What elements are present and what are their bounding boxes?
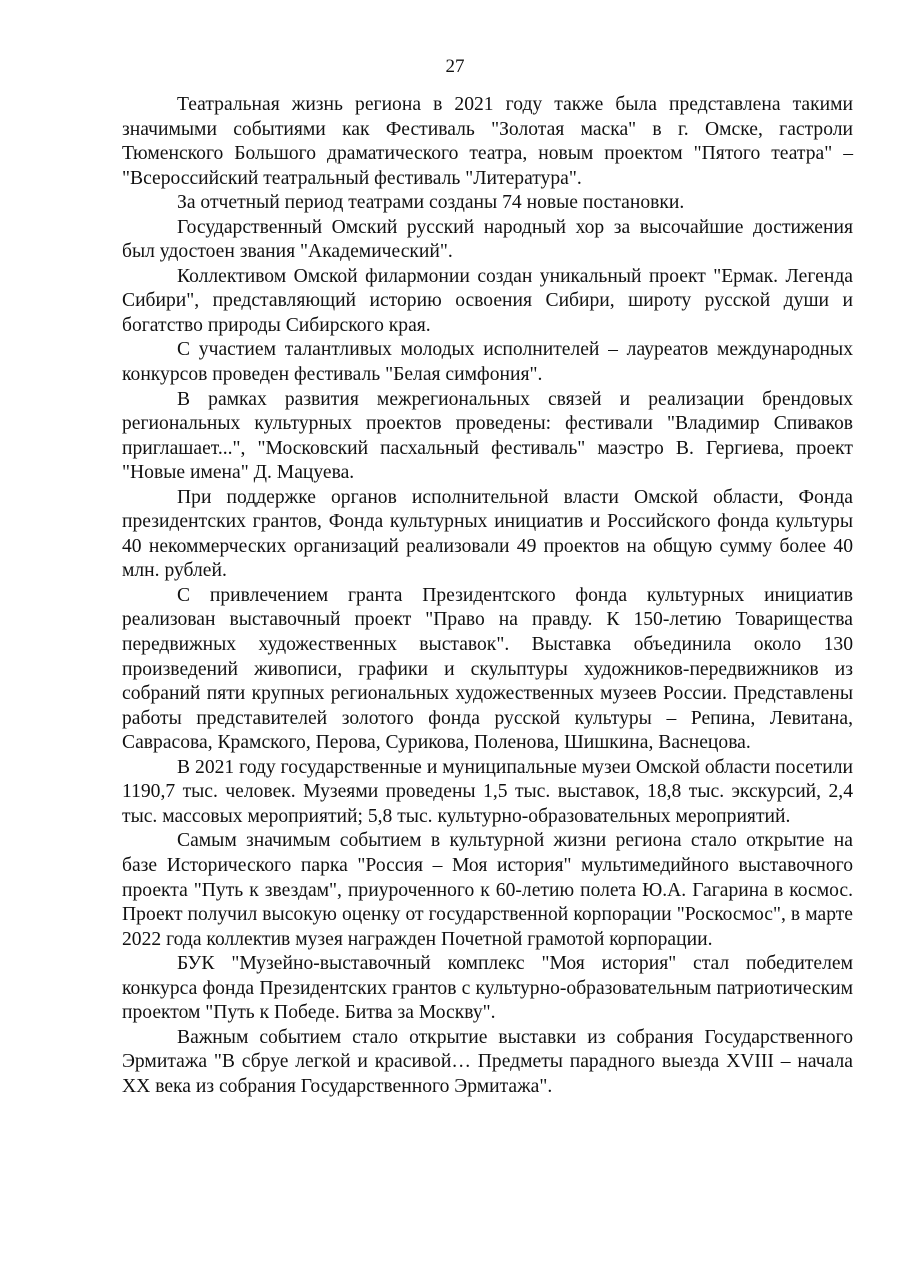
document-body <box>122 93 853 1099</box>
paragraph-philharmonic: Коллективом Омской филармонии создан уникальный проект "Ермак. Легенда Сибири", представляющий историю освоения Сибири, широту русской души и богатство природы Сибирского края. <box>122 265 853 336</box>
paragraph-new-productions: За отчетный период театрами созданы 74 новые постановки. <box>177 192 685 214</box>
paragraph-white-symphony: С участием талантливых молодых исполнителей – лауреатов международных конкурсов проведен фестиваль "Белая симфония". <box>122 339 853 386</box>
paragraph-exhibition-project: С привлечением гранта Президентского фонда культурных инициатив реализован выставочный проект "Право на правду. К 150-летию Товарищества передвижных художественных выставок". Выставка объединила около 130 произведений живописи, графики и скульптуры художников-передвижников из собраний пяти крупных региональных художественных музеев России. Представлены работы представителей золотого фонда русской культуры – Репина, Левитана, Саврасова, Крамского, Перова, Сурикова, Поленова, Шишкина, Васнецова. <box>122 584 853 754</box>
paragraph-my-history-complex: БУК "Музейно-выставочный комплекс "Моя история" стал победителем конкурса фонда Президентских грантов с культурно-образовательным патриотическим проектом "Путь к Победе. Битва за Москву". <box>122 953 853 1024</box>
paragraph-theatre-life: Театральная жизнь региона в 2021 году также была представлена такими значимыми событиями как Фестиваль "Золотая маска" в г. Омске, гастроли Тюменского Большого драматического театра, новым проектом "Пятого театра" – "Всероссийский театральный фестиваль "Литература". <box>122 94 853 189</box>
paragraph-hermitage-exhibition: Важным событием стало открытие выставки из собрания Государственного Эрмитажа "В сбруе легкой и красивой… Предметы парадного выезда XVIII – начала XX века из собрания Государственного Эрмитажа". <box>122 1026 853 1097</box>
page-number: 27 <box>445 56 465 77</box>
paragraph-path-to-stars: Самым значимым событием в культурной жизни региона стало открытие на базе Исторического парка "Россия – Моя история" мультимедийного выставочного проекта "Путь к звездам", приуроченного к 60-летию полета Ю.А. Гагарина в космос. Проект получил высокую оценку от государственной корпорации "Роскосмос", в марте 2022 года коллектив музея награжден Почетной грамотой корпорации. <box>122 830 853 950</box>
paragraph-interregional: В рамках развития межрегиональных связей и реализации брендовых региональных культурных проектов проведены: фестивали "Владимир Спиваков приглашает...", "Московский пасхальный фестиваль" маэстро В. Гергиева, проект "Новые имена" Д. Мацуева. <box>122 388 853 484</box>
paragraph-museum-statistics: В 2021 году государственные и муниципальные музеи Омской области посетили 1190,7 тыс. человек. Музеями проведены 1,5 тыс. выставок, 18,8 тыс. экскурсий, 2,4 тыс. массовых мероприятий; 5,8 тыс. культурно-образовательных мероприятий. <box>122 756 853 827</box>
paragraph-grants: При поддержке органов исполнительной власти Омской области, Фонда президентских грантов, Фонда культурных инициатив и Российского фонда культуры 40 некоммерческих организаций реализовали 49 проектов на общую сумму более 40 млн. рублей. <box>122 486 853 582</box>
paragraph-folk-choir: Государственный Омский русский народный хор за высочайшие достижения был удостоен звания "Академический". <box>122 216 853 263</box>
